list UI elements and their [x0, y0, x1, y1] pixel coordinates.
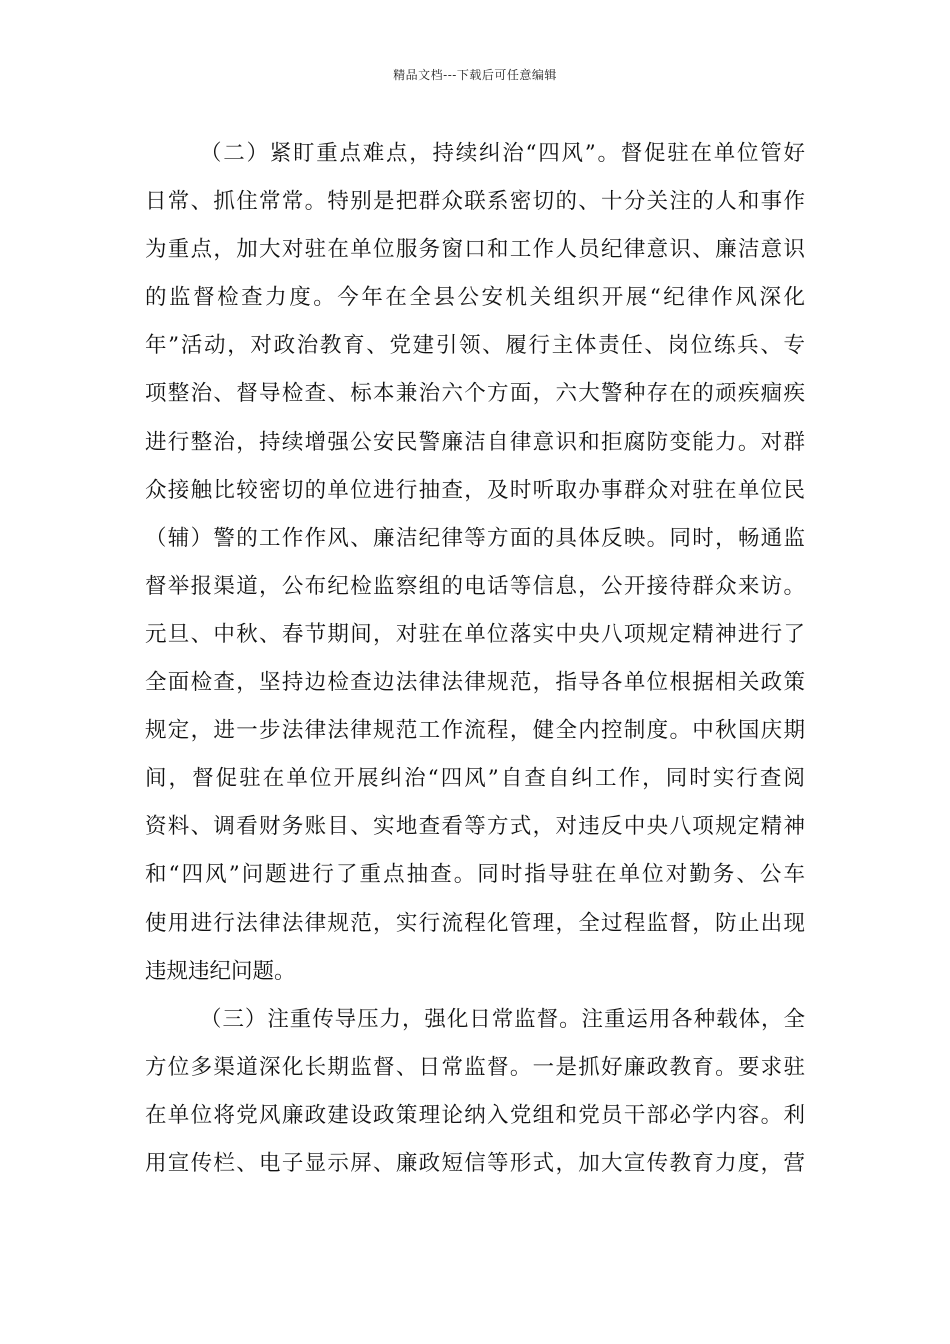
text-line: 为重点，加大对驻在单位服务窗口和工作人员纪律意识、廉洁意识 — [145, 237, 805, 263]
text-line: 规定，进一步法律法律规范工作流程，健全内控制度。中秋国庆期 — [145, 718, 805, 744]
text-line: 使用进行法律法律规范，实行流程化管理，全过程监督，防止出现 — [145, 910, 805, 936]
text-line: 资料、调看财务账目、实地查看等方式，对违反中央八项规定精神 — [145, 814, 805, 840]
text-line: 全面检查，坚持边检查边法律法律规范，指导各单位根据相关政策 — [145, 670, 805, 696]
text-line: 年”活动，对政治教育、党建引领、履行主体责任、岗位练兵、专 — [145, 333, 805, 359]
text-line: 进行整治，持续增强公安民警廉洁自律意识和拒腐防变能力。对群 — [145, 429, 805, 455]
text-line: 项整治、督导检查、标本兼治六个方面，六大警种存在的顽疾痼疾 — [145, 381, 805, 407]
text-line: 众接触比较密切的单位进行抽查，及时听取办事群众对驻在单位民 — [145, 477, 805, 503]
text-line: 日常、抓住常常。特别是把群众联系密切的、十分关注的人和事作 — [145, 189, 805, 215]
text-line: （辅）警的工作作风、廉洁纪律等方面的具体反映。同时，畅通监 — [145, 525, 805, 551]
text-line: 元旦、中秋、春节期间，对驻在单位落实中央八项规定精神进行了 — [145, 621, 805, 647]
text-line: 方位多渠道深化长期监督、日常监督。一是抓好廉政教育。要求驻 — [145, 1054, 805, 1080]
text-line: 的监督检查力度。今年在全县公安机关组织开展“纪律作风深化 — [145, 285, 805, 311]
text-line: 违规违纪问题。 — [145, 958, 296, 984]
text-line: （三）注重传导压力，强化日常监督。注重运用各种载体，全 — [200, 1006, 805, 1032]
text-line: 用宣传栏、电子显示屏、廉政短信等形式，加大宣传教育力度，营 — [145, 1150, 805, 1176]
paragraph — [145, 130, 805, 996]
text-line: （二）紧盯重点难点，持续纠治“四风”。督促驻在单位管好 — [200, 141, 805, 166]
page-header: 精品文档---下载后可任意编辑 — [393, 68, 557, 82]
paragraph — [145, 996, 805, 1188]
text-line: 在单位将党风廉政建设政策理论纳入党组和党员干部必学内容。利 — [145, 1102, 805, 1128]
text-line: 督举报渠道，公布纪检监察组的电话等信息，公开接待群众来访。 — [145, 573, 805, 599]
text-line: 和“四风”问题进行了重点抽查。同时指导驻在单位对勤务、公车 — [145, 862, 805, 888]
text-line: 间，督促驻在单位开展纠治“四风”自查自纠工作，同时实行查阅 — [145, 766, 805, 792]
document-body — [145, 130, 805, 1188]
